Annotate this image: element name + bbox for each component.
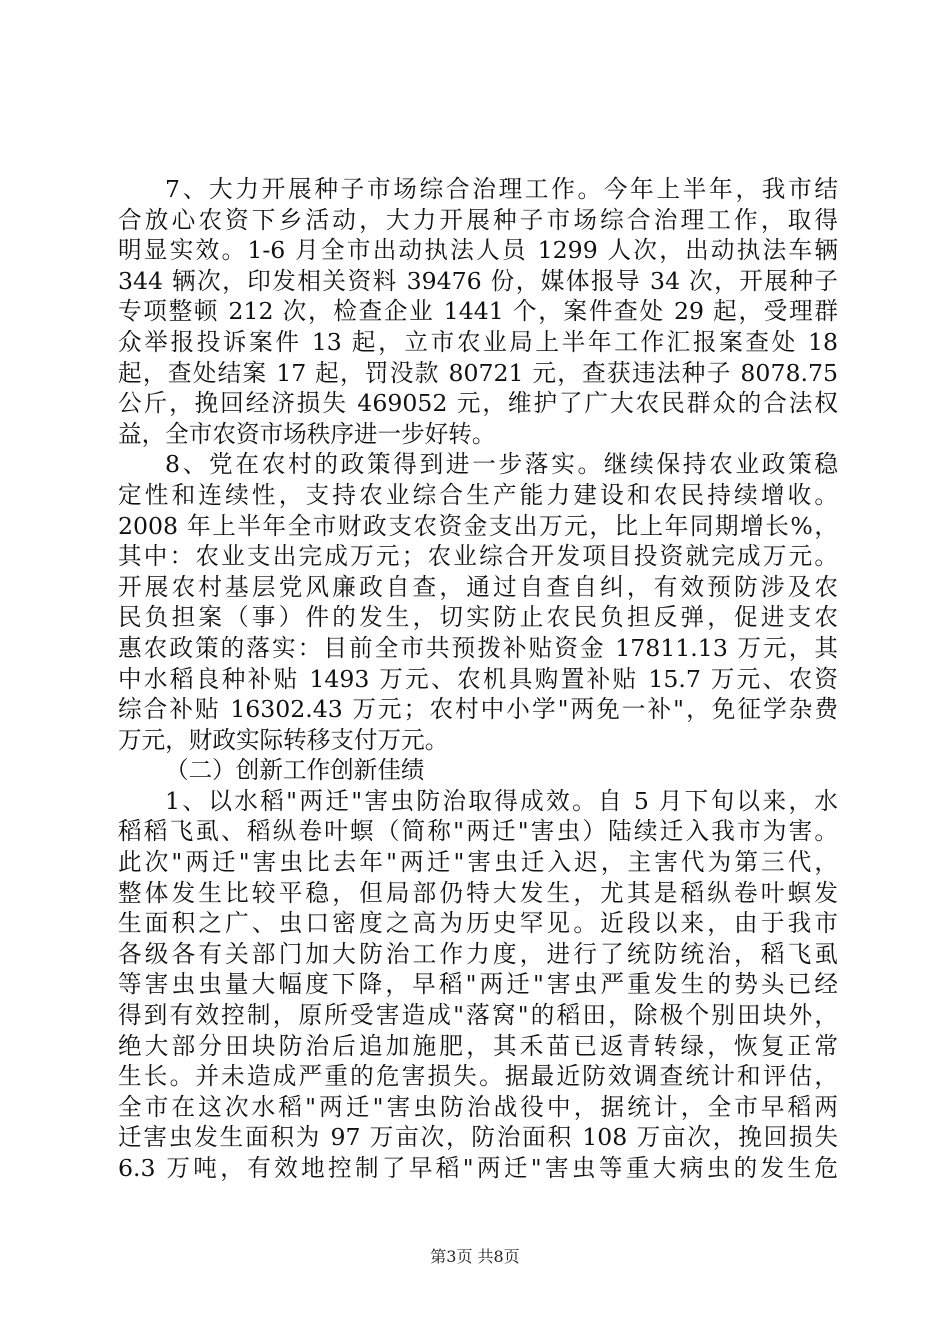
text-line: 整体发生比较平稳，但局部仍特大发生，尤其是稻纵卷叶螟发 (118, 878, 838, 907)
text-line: 迁害虫发生面积为 97 万亩次，防治面积 108 万亩次，挽回损失 (118, 1123, 838, 1152)
text-line: 起，查处结案 17 起，罚没款 80721 元，查获违法种子 8078.75 (118, 358, 838, 387)
text-line: 其中：农业支出完成万元；农业综合开发项目投资就完成万元。 (118, 542, 838, 571)
text-line: 众举报投诉案件 13 起，立市农业局上半年工作汇报案查处 18 (118, 327, 838, 356)
text-line: 明显实效。1-6 月全市出动执法人员 1299 人次，出动执法车辆 (118, 236, 838, 265)
text-line: 8、党在农村的政策得到进一步落实。继续保持农业政策稳 (165, 450, 838, 479)
text-line: 公斤，挽回经济损失 469052 元，维护了广大农民群众的合法权 (118, 389, 838, 418)
text-line: 全市在这次水稻"两迁"害虫防治战役中，据统计，全市早稻两 (118, 1092, 838, 1121)
document-body (118, 174, 838, 1184)
text-line: 生面积之广、虫口密度之高为历史罕见。近段以来，由于我市 (118, 909, 838, 938)
text-line: 各级各有关部门加大防治工作力度，进行了统防统治，稻飞虱 (118, 939, 838, 968)
text-line: 专项整顿 212 次，检查企业 1441 个，案件查处 29 起，受理群 (118, 297, 838, 326)
text-line: 绝大部分田块防治后追加施肥，其禾苗已返青转绿，恢复正常 (118, 1031, 838, 1060)
text-line: 6.3 万吨，有效地控制了早稻"两迁"害虫等重大病虫的发生危 (118, 1154, 838, 1182)
text-line: 开展农村基层党风廉政自查，通过自查自纠，有效预防涉及农 (118, 572, 838, 601)
text-line: 得到有效控制，原所受害造成"落窝"的稻田，除极个别田块外， (118, 1001, 838, 1030)
page-footer (0, 1244, 950, 1267)
text-line: 此次"两迁"害虫比去年"两迁"害虫迁入迟，主害代为第三代， (118, 848, 838, 877)
text-line: 生长。并未造成严重的危害损失。据最近防效调查统计和评估， (118, 1062, 838, 1091)
text-line: 344 辆次，印发相关资料 39476 份，媒体报导 34 次，开展种子 (118, 266, 838, 295)
text-line: 1、以水稻"两迁"害虫防治取得成效。自 5 月下旬以来，水 (165, 786, 838, 815)
text-line: 惠农政策的落实：目前全市共预拨补贴资金 17811.13 万元，其 (118, 633, 838, 662)
text-line: 定性和连续性，支持农业综合生产能力建设和农民持续增收。 (118, 480, 838, 509)
text-line: 民负担案（事）件的发生，切实防止农民负担反弹，促进支农 (118, 603, 838, 632)
text-line: 综合补贴 16302.43 万元；农村中小学"两免一补"，免征学杂费 (118, 695, 838, 724)
text-line: 7、大力开展种子市场综合治理工作。今年上半年，我市结 (165, 175, 838, 203)
text-line: 合放心农资下乡活动，大力开展种子市场综合治理工作，取得 (118, 205, 838, 234)
text-line: 2008 年上半年全市财政支农资金支出万元，比上年同期增长%， (118, 511, 838, 540)
text-line: 等害虫虫量大幅度下降，早稻"两迁"害虫严重发生的势头已经 (118, 970, 838, 999)
text-line: 益，全市农资市场秩序进一步好转。 (118, 419, 496, 448)
text-line: 中水稻良种补贴 1493 万元、农机具购置补贴 15.7 万元、农资 (118, 664, 838, 693)
section-heading: （二）创新工作创新佳绩 (165, 756, 425, 785)
text-line: 稻稻飞虱、稻纵卷叶螟（简称"两迁"害虫）陆续迁入我市为害。 (118, 817, 838, 846)
text-line: 万元，财政实际转移支付万元。 (118, 725, 449, 754)
page-number-label: 第3页 共8页 (430, 1247, 520, 1266)
